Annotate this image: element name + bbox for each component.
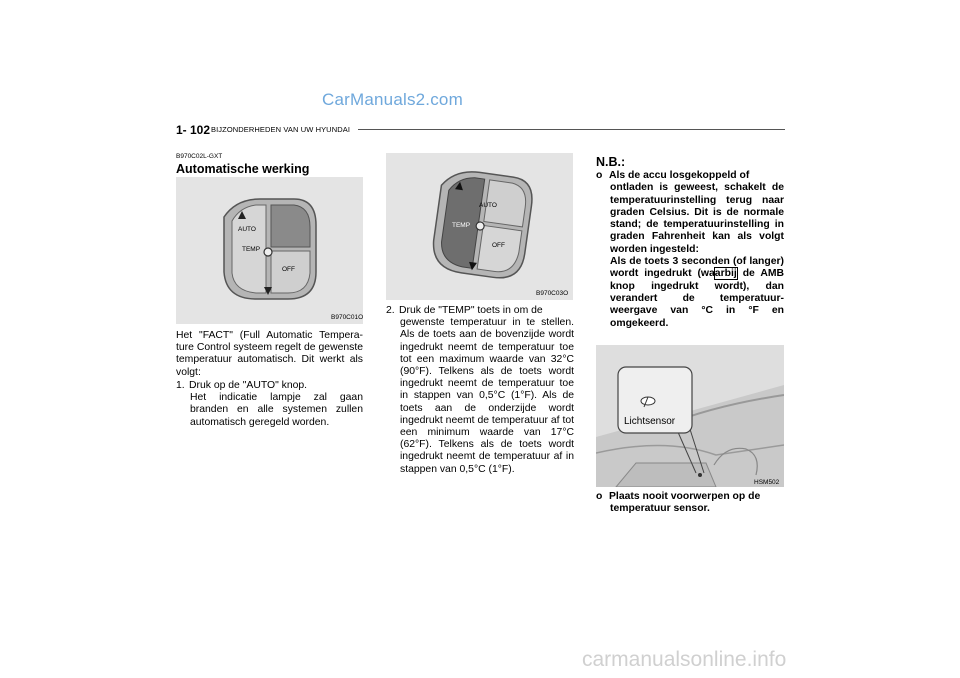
off-label: OFF bbox=[492, 242, 505, 249]
section-code: B970C02L-GXT bbox=[176, 153, 223, 160]
bullet-marker: o bbox=[596, 170, 603, 181]
control-panel-illustration-1 bbox=[176, 177, 363, 324]
auto-label: AUTO bbox=[238, 226, 256, 233]
step-2-text: Druk de "TEMP" toets in om de bbox=[399, 305, 543, 316]
control-panel-figure-1 bbox=[176, 177, 363, 324]
off-label: OFF bbox=[282, 266, 295, 273]
figure-code: B970C01O bbox=[331, 314, 364, 321]
figure-code: HSM502 bbox=[754, 479, 780, 486]
step-1-continuation: Het indicatie lampje zal gaan branden en alle systemen zullen automatisch geregeld worden. bbox=[190, 392, 363, 428]
figure-code: B970C03O bbox=[536, 290, 569, 297]
note-bullet-1-first: Als de accu losgekoppeld of bbox=[609, 170, 750, 181]
section-title: BIJZONDERHEDEN VAN UW HYUNDAI bbox=[211, 125, 351, 134]
step-1-text: Druk op de "AUTO" knop. bbox=[189, 380, 308, 391]
note-bullet-1-continuation: ontladen is geweest, schakelt de temperatuurinstelling terug naar graden Celsius. Dit is de normale stand; de temperatuurinstelling in graden Fahrenheit kan als volgt worden ingesteld: bbox=[610, 182, 784, 255]
note-bullet-2 bbox=[596, 491, 784, 516]
note-bullet-1 bbox=[596, 170, 784, 330]
header-rule bbox=[358, 129, 785, 130]
note-bullet-1-part2a: Als de toets 3 seconden (of langer) wordt ingedrukt (wa bbox=[610, 256, 784, 280]
step-2-continuation: gewenste temperatuur in te stellen. Als de toets aan de bovenzijde wordt ingedrukt neemt de temperatuur toe tot een maximum waarde van 32°C (90°F). Telkens als de toets wordt ingedrukt neemt de temperatuur toe in stappen van 0,5°C (1°F). Als de toets aan de onderzijde wordt ingedrukt neemt de temperatuur af tot een minimum waarde van 17°C (62°F). Telkens als de toets wordt ingedrukt neemt de temperatuur af in stappen van 0,5°C (1°F). bbox=[400, 317, 574, 475]
temp-label: TEMP bbox=[242, 246, 261, 253]
page-number: 1- 102 bbox=[176, 123, 211, 137]
note-bullet-1-part2 bbox=[596, 256, 784, 330]
page-title: Automatische werking bbox=[176, 162, 310, 176]
boxed-word: arbij bbox=[714, 268, 737, 280]
light-sensor-figure bbox=[596, 345, 784, 487]
control-panel-figure-2 bbox=[386, 153, 573, 300]
watermark-top: CarManuals2.com bbox=[322, 90, 463, 109]
step-2 bbox=[386, 305, 574, 476]
callout-label: Lichtsensor bbox=[624, 416, 676, 427]
watermark-bottom: carmanualsonline.info bbox=[582, 648, 787, 671]
control-panel-illustration-2 bbox=[386, 153, 573, 300]
auto-label: AUTO bbox=[479, 202, 497, 209]
intro-paragraph: Het "FACT" (Full Automatic Tempera-ture Control systeem regelt de gewenste temperatuur automatisch. Dit werkt als volgt: bbox=[176, 330, 363, 378]
temp-label: TEMP bbox=[452, 222, 471, 229]
step-1-number: 1. bbox=[176, 380, 185, 391]
note-bullet-2-first: Plaats nooit voorwerpen op de bbox=[609, 491, 761, 502]
step-1 bbox=[176, 380, 363, 429]
note-bullet-2-continuation: temperatuur sensor. bbox=[610, 503, 710, 515]
note-bullet-1-part2b: de AMB knop ingedrukt wordt), dan verandert de temperatuur-weergave van °C in °F en omgekeerd. bbox=[610, 268, 785, 329]
step-2-number: 2. bbox=[386, 305, 395, 316]
bullet-marker: o bbox=[596, 491, 603, 502]
note-title: N.B.: bbox=[596, 155, 626, 169]
